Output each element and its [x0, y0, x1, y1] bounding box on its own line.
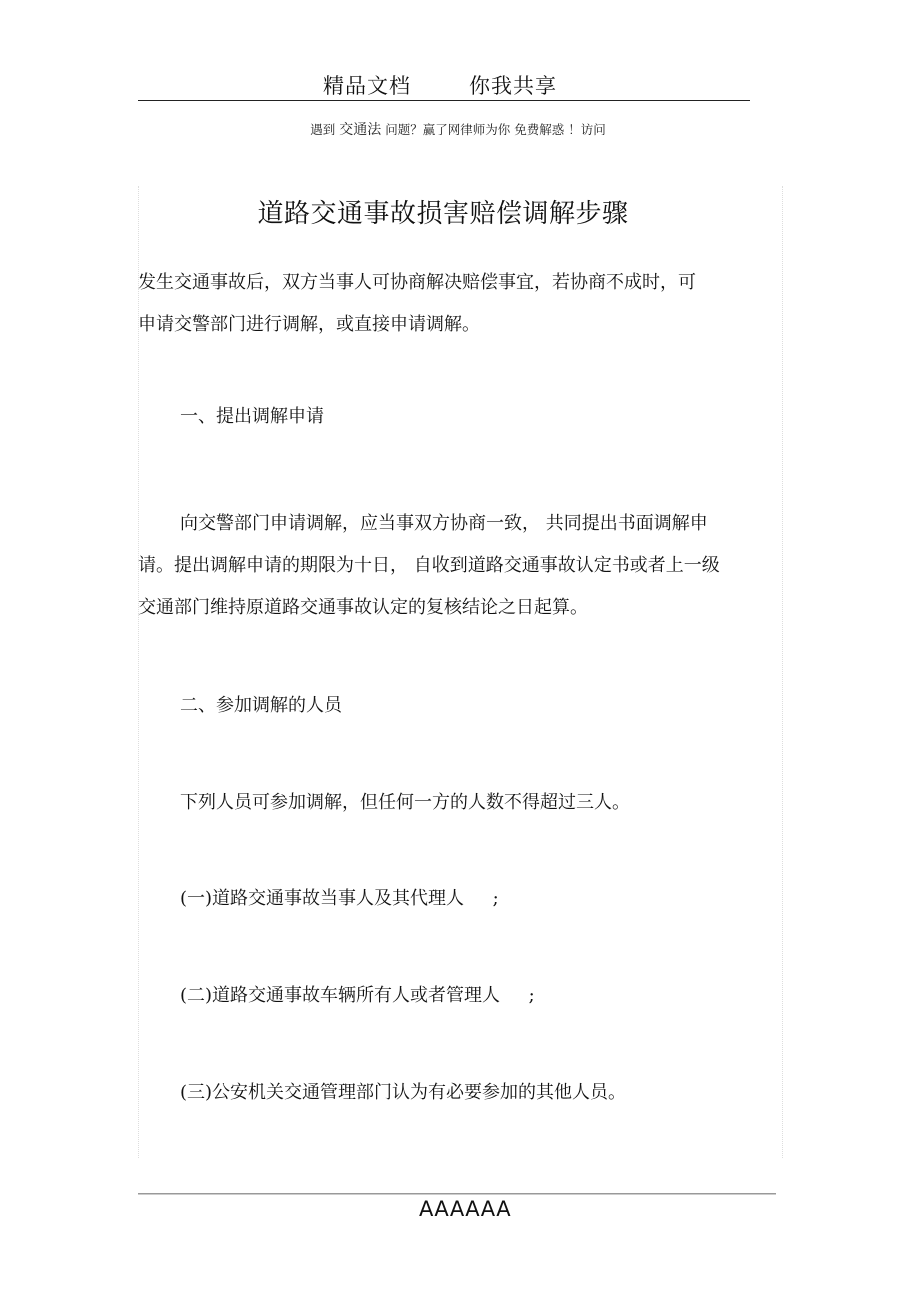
intro-line-2: 申请交警部门进行调解，或直接申请调解。: [138, 314, 480, 335]
list-item: (一)道路交通事故当事人及其代理人 ;: [180, 888, 499, 909]
promo-suffix: 问题？赢了网律师为你 免费解惑 ！访问: [385, 122, 606, 137]
promo-highlight: 交通法: [339, 122, 382, 138]
document-title: 道路交通事故损害赔偿调解步骤: [257, 199, 629, 229]
section1-body: [138, 503, 778, 629]
section2-heading: 二、参加调解的人员: [180, 695, 342, 716]
header-divider: [138, 100, 750, 101]
section2-intro: 下列人员可参加调解，但任何一方的人数不得超过三人。: [180, 792, 630, 813]
list-item: (三)公安机关交通管理部门认为有必要参加的其他人员。: [180, 1082, 627, 1103]
intro-paragraph: [138, 262, 778, 346]
intro-line-1: 发生交通事故后，双方当事人可协商解决赔偿事宜，若协商不成时，可: [138, 272, 696, 293]
footer-divider: [138, 1193, 776, 1194]
promo-prefix: 遇到: [310, 122, 336, 137]
page-border-right: [782, 186, 783, 1158]
header-right-text: 你我共享: [469, 74, 557, 98]
section1-body-line-2: 请。提出调解申请的期限为十日， 自收到道路交通事故认定书或者上一级: [138, 555, 720, 576]
header-title: [0, 70, 880, 100]
list-item: (二)道路交通事故车辆所有人或者管理人 ;: [180, 985, 535, 1006]
footer-text: AAAAAA: [418, 1197, 512, 1221]
section1-body-line-1: 向交警部门申请调解，应当事双方协商一致， 共同提出书面调解申: [180, 513, 708, 534]
section1-heading: 一、提出调解申请: [180, 406, 324, 427]
header-left-text: 精品文档: [323, 74, 411, 98]
promo-line: [0, 119, 916, 139]
section1-body-line-3: 交通部门维持原道路交通事故认定的复核结论之日起算。: [138, 597, 588, 618]
